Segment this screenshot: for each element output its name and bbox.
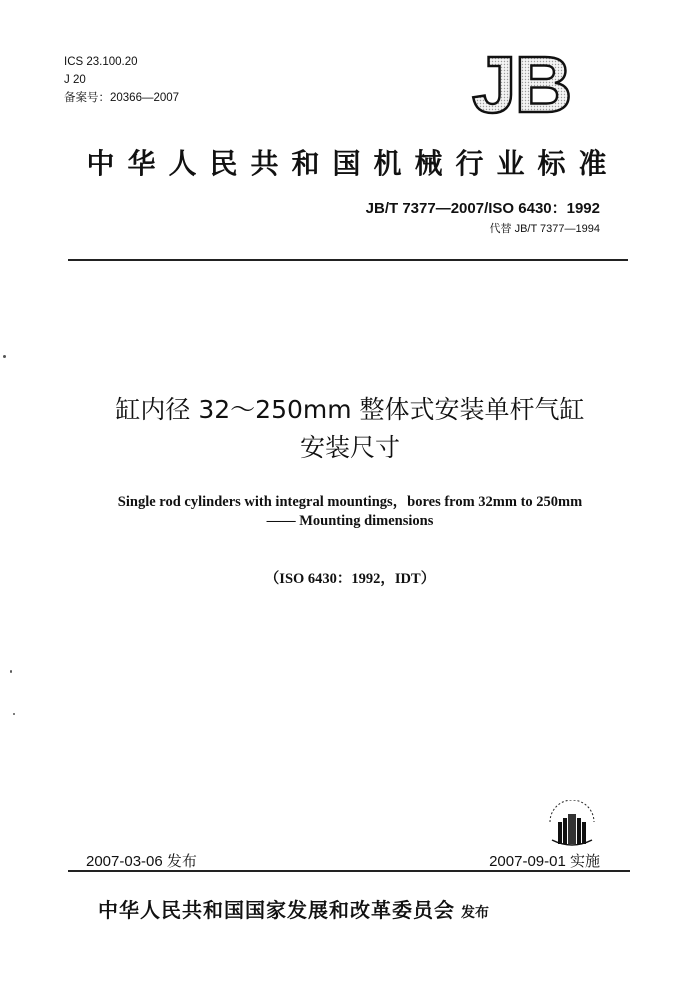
title-english-line2: —— Mounting dimensions — [266, 513, 434, 529]
record-number: 备案号：20366—2007 — [64, 92, 180, 104]
implementation-date: 2007-09-01 实施 — [489, 853, 600, 870]
header-divider — [68, 259, 628, 261]
scan-speck — [10, 670, 12, 673]
footer-divider — [68, 870, 630, 872]
standard-number: JB/T 7377—2007/ISO 6430：1992 — [365, 200, 600, 217]
publisher-line — [98, 894, 489, 923]
iso-equivalence: （ISO 6430：1992，IDT） — [264, 571, 436, 587]
issuing-body-title: 中华人民共和国机械行业标准 — [86, 147, 620, 180]
publisher-seal-icon — [542, 800, 602, 850]
classification-block — [64, 53, 179, 107]
jb-logo — [470, 48, 602, 120]
logo-text: JB — [472, 48, 571, 120]
publisher-name: 中华人民共和国国家发展和改革委员会 — [98, 898, 455, 922]
publisher-suffix: 发布 — [461, 905, 489, 921]
scan-speck — [13, 713, 15, 715]
class-code: J 20 — [64, 74, 86, 86]
replaces-standard: 代替 JB/T 7377—1994 — [489, 223, 600, 235]
title-chinese-line1: 缸内径 32～250mm 整体式安装单杆气缸 — [115, 395, 585, 424]
issue-date: 2007-03-06 发布 — [86, 853, 197, 870]
scan-speck — [3, 355, 6, 358]
title-chinese-line2: 安装尺寸 — [299, 433, 400, 462]
title-english-line1: Single rod cylinders with integral mountings，bores from 32mm to 250mm — [117, 494, 583, 510]
ics-code: ICS 23.100.20 — [64, 56, 138, 68]
